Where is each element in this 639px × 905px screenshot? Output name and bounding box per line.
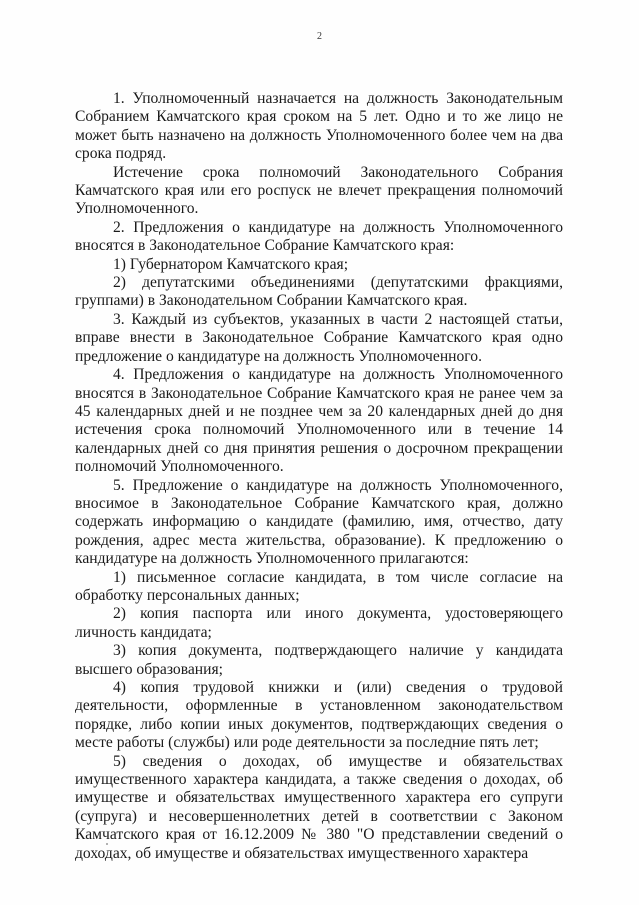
paragraph-9: 1) письменное согласие кандидата, в том числе согласие на обработку персональных данных; [75, 568, 563, 604]
paragraph-8: 5. Предложение о кандидатуре на должность Уполномоченного, вносимое в Законодательное Собрание Камчатского края, должно содержать информацию о кандидате (фамилию, имя, отчество, дату рождения, адрес места жительства, образование). К предложению о кандидатуре на должность Уполномоченного прилагаются: [75, 476, 563, 568]
paragraph-6: 3. Каждый из субъектов, указанных в части 2 настоящей статьи, вправе внести в Законодательное Собрание Камчатского края одно предложение о кандидатуре на должность Уполномоченного. [75, 310, 563, 365]
page-number: 2 [317, 31, 322, 42]
paragraph-2: Истечение срока полномочий Законодательного Собрания Камчатского края или его роспуск не влечет прекращения полномочий Уполномоченного. [75, 163, 563, 218]
paragraph-1: 1. Уполномоченный назначается на должность Законодательным Собранием Камчатского края сроком на 5 лет. Одно и то же лицо не может быть назначено на должность Уполномоченного более чем на два срока подряд. [75, 90, 563, 163]
document-body [75, 90, 563, 863]
paragraph-11: 3) копия документа, подтверждающего наличие у кандидата высшего образования; [75, 642, 563, 678]
paragraph-10: 2) копия паспорта или иного документа, удостоверяющего личность кандидата; [75, 605, 563, 641]
paragraph-3: 2. Предложения о кандидатуре на должность Уполномоченного вносятся в Законодательное Собрание Камчатского края: [75, 218, 563, 255]
paragraph-5: 2) депутатскими объединениями (депутатскими фракциями, группами) в Законодательном Собрании Камчатского края. [75, 274, 563, 310]
paragraph-4: 1) Губернатором Камчатского края; [113, 255, 349, 273]
paragraph-13: 5) сведения о доходах, об имуществе и обязательствах имущественного характера кандидата, а также сведения о доходах, об имуществе и обязательствах имущественного характера его супруги (супруга) и несовершеннолетних детей в соответствии с Законом Камчатского края от 16.12.2009 № 380 "О представлении сведений о доходах, об имуществе и обязательствах имущественного характера [75, 752, 563, 862]
paragraph-12: 4) копия трудовой книжки и (или) сведения о трудовой деятельности, оформленные в установленном законодательством порядке, либо копии иных документов, подтверждающих сведения о месте работы (службы) или роде деятельности за последние пять лет; [75, 679, 563, 752]
paragraph-7: 4. Предложения о кандидатуре на должность Уполномоченного вносятся в Законодательное Собрание Камчатского края не ранее чем за 45 календарных дней и не позднее чем за 20 календарных дней до дня истечения срока полномочий Уполномоченного или в течение 14 календарных дней со дня принятия решения о досрочном прекращении полномочий Уполномоченного. [75, 366, 563, 476]
scan-speck [106, 843, 108, 845]
